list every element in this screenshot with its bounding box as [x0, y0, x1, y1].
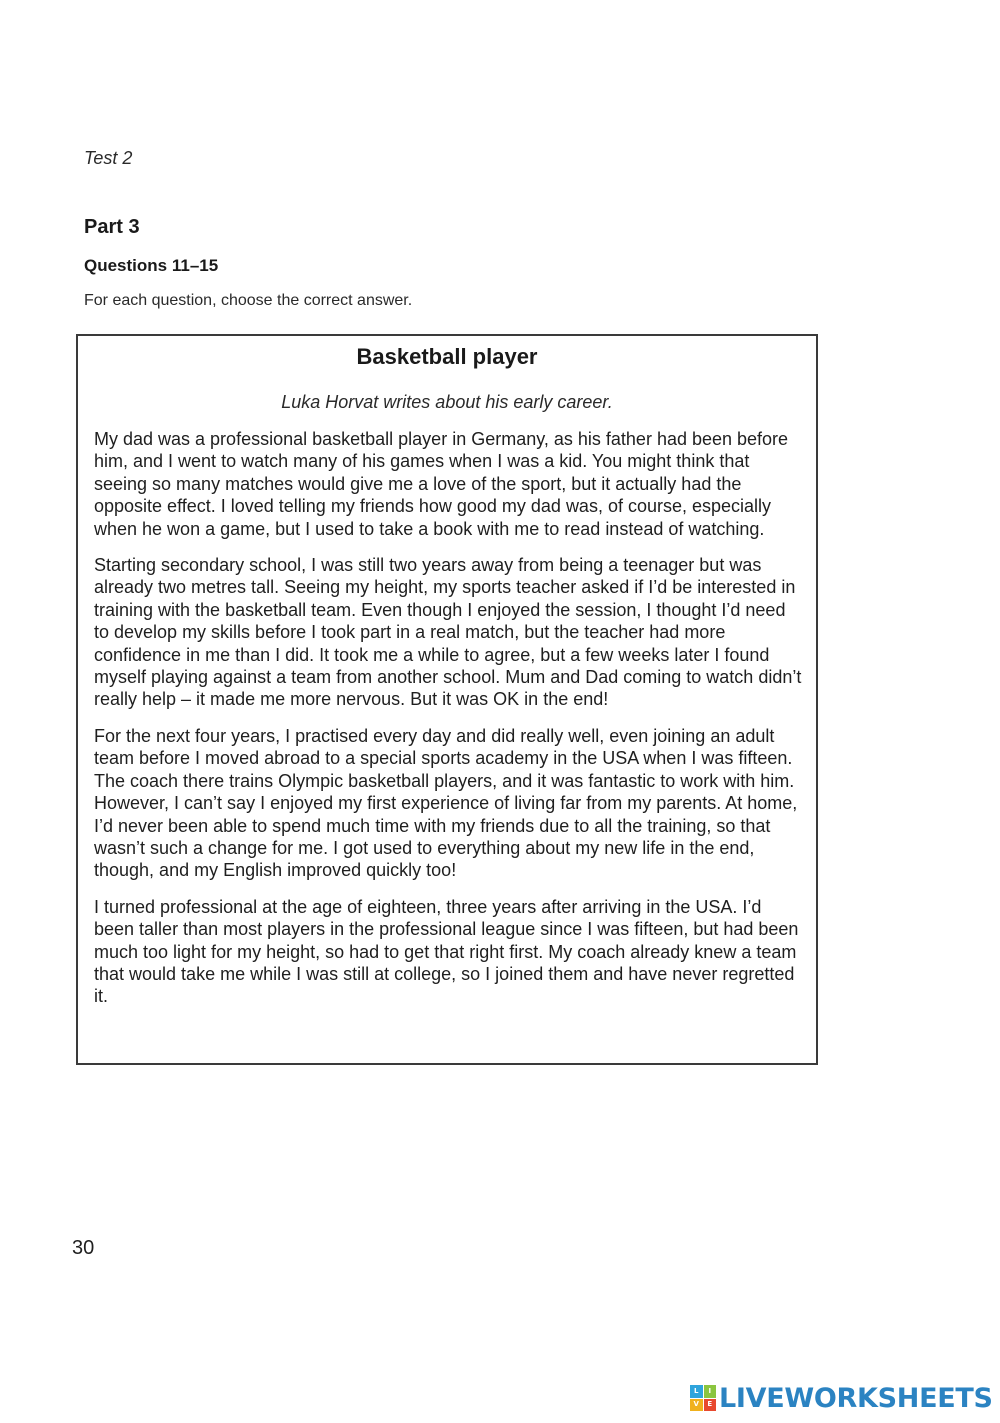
questions-title: Questions 11–15: [84, 256, 219, 275]
article-paragraph: Starting secondary school, I was still two years away from being a teenager but was already two metres tall. Seeing my height, my sports teacher asked if I’d be interested in training with the basketball team. Even though I enjoyed the session, I thought I’d need to develop my skills before I took part in a real match, but the teacher had more confidence in me than I did. It took me a while to agree, but a few weeks later I found myself playing against a team from another school. Mum and Dad coming to watch didn’t really help – it made me more nervous. But it was OK in the end!: [94, 555, 802, 710]
page-number: 30: [72, 1237, 95, 1259]
reading-passage-box: [76, 334, 818, 1065]
article-subtitle: Luka Horvat writes about his early career.: [281, 392, 613, 412]
article-paragraph: My dad was a professional basketball player in Germany, as his father had been before him, and I went to watch many of his games when I was a kid. You might think that seeing so many matches would give me a love of the sport, but it actually had the opposite effect. I loved telling my friends how good my dad was, of course, especially when he won a game, but I used to take a book with me to read instead of watching.: [94, 429, 789, 539]
liveworksheets-logo: [690, 1381, 993, 1415]
part-title: Part 3: [84, 216, 140, 238]
liveworksheets-icon: L I V E: [690, 1385, 716, 1411]
liveworksheets-wordmark: LIVEWORKSHEETS: [719, 1382, 993, 1414]
article-paragraph: For the next four years, I practised every day and did really well, even joining an adult team before I moved abroad to a special sports academy in the USA when I was fifteen. The coach there trains Olympic basketball players, and it was fantastic to work with him. However, I can’t say I enjoyed my first experience of living far from my parents. At home, I’d never been able to spend much time with my friends due to all the training, so that wasn’t such a change for me. I got used to everything about my new life in the end, though, and my English improved quickly too!: [94, 725, 798, 881]
article-body: [94, 428, 802, 1022]
article-paragraph: I turned professional at the age of eighteen, three years after arriving in the USA. I’d been taller than most players in the professional league since I was fifteen, but had been much too light for my height, so had to get that right first. My coach already knew a team that would take me while I was still at college, so I joined them and have never regretted it.: [94, 896, 799, 1007]
instruction-text: For each question, choose the correct answer.: [84, 292, 413, 309]
article-title: Basketball player: [356, 344, 538, 369]
test-label: Test 2: [84, 148, 133, 168]
